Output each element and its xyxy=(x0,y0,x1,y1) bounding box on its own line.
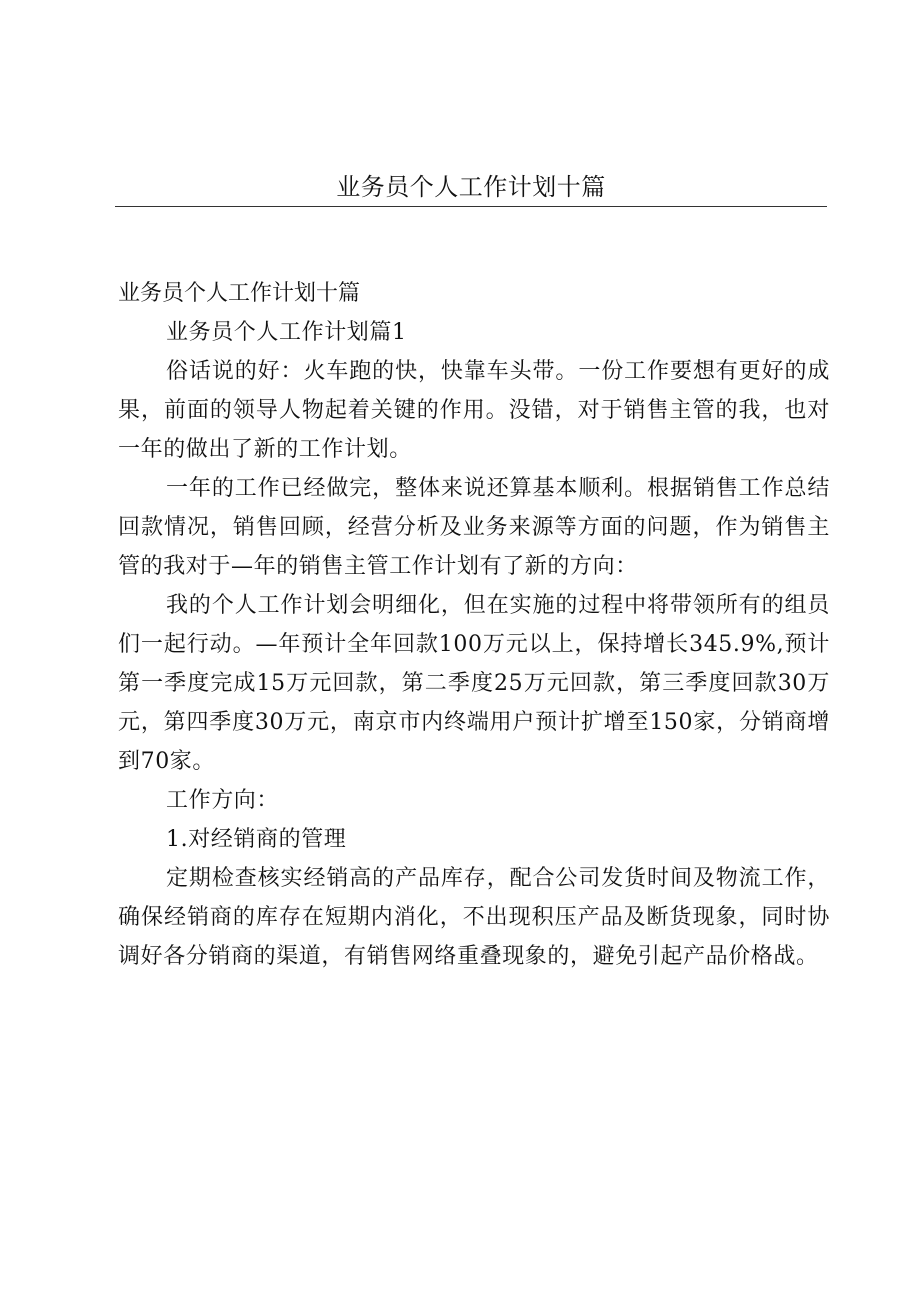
page-header-title: 业务员个人工作计划十篇 xyxy=(336,173,606,201)
paragraph: 定期检查核实经销高的产品库存，配合公司发货时间及物流工作，确保经销商的库存在短期内消化，不出现积压产品及断货现象，同时协调好各分销商的渠道，有销售网络重叠现象的，避免引起产品价格战。 xyxy=(118,866,830,969)
paragraph: 一年的工作已经做完，整体来说还算基本顺利。根据销售工作总结回款情况，销售回顾，经营分析及业务来源等方面的问题，作为销售主管的我对于—年的销售主管工作计划有了新的方向： xyxy=(118,476,830,579)
paragraph: 俗话说的好：火车跑的快，快靠车头带。一份工作要想有更好的成果，前面的领导人物起着关键的作用。没错，对于销售主管的我，也对一年的做出了新的工作计划。 xyxy=(118,359,830,462)
page-header xyxy=(115,172,827,207)
section-heading: 业务员个人工作计划篇1 xyxy=(166,320,407,345)
paragraph: 我的个人工作计划会明细化，但在实施的过程中将带领所有的组员们一起行动。—年预计全年回款100万元以上，保持增长345.9%,预计第一季度完成15万元回款，第二季度25万元回款，第三季度回款30万元，第四季度30万元，南京市内终端用户预计扩增至150家，分销商增到70家。 xyxy=(118,593,830,774)
document-body xyxy=(118,274,830,976)
subheading-dealer-management: 1.对经销商的管理 xyxy=(166,827,347,852)
document-title: 业务员个人工作计划十篇 xyxy=(118,281,361,306)
subheading-work-direction: 工作方向： xyxy=(166,788,280,813)
